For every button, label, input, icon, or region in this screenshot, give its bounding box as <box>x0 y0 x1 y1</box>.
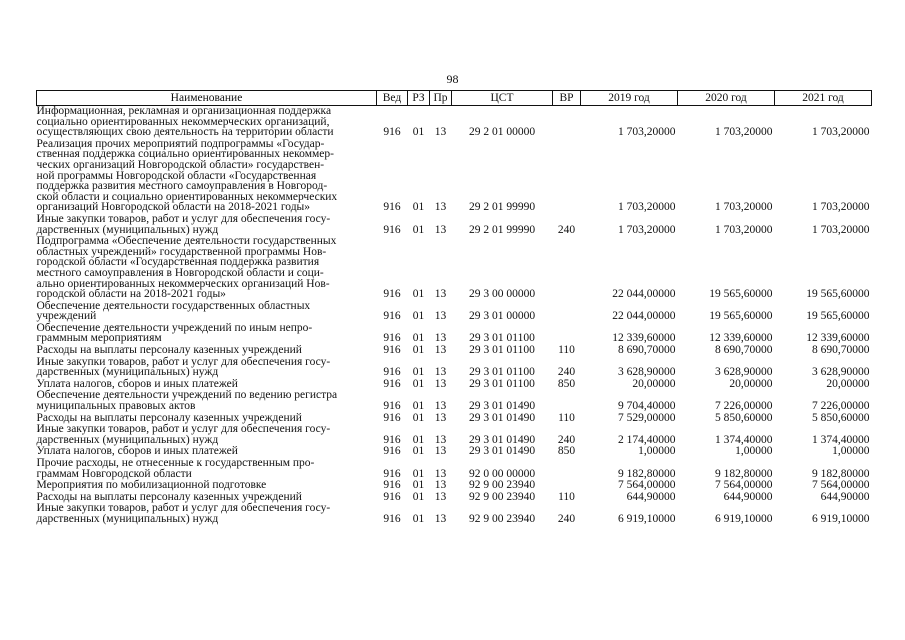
row-vr <box>553 301 581 323</box>
header-name: Наименование <box>37 91 377 106</box>
row-vr <box>553 323 581 345</box>
row-amount-2019: 7 564,00000 <box>618 479 676 492</box>
row-amount-2020: 3 628,90000 <box>715 366 773 379</box>
row-cst: 29 2 01 99990 <box>468 223 536 236</box>
row-name-line: муниципальных правовых актов <box>36 400 196 413</box>
row-name <box>37 345 377 357</box>
table-row <box>37 106 872 139</box>
row-pr: 13 <box>434 512 447 525</box>
row-amount-2020: 1 703,20000 <box>715 126 773 139</box>
row-name-line: областных учреждений» государственной программы Нов- <box>36 245 327 258</box>
row-pr: 13 <box>434 433 447 446</box>
row-amount-2019: 2 174,40000 <box>618 433 676 446</box>
table-row <box>37 458 872 480</box>
row-name <box>37 458 377 480</box>
table-row <box>37 139 872 214</box>
row-rz: 01 <box>412 411 425 424</box>
row-cst: 29 2 01 00000 <box>468 126 536 139</box>
row-amount-2019: 22 044,00000 <box>612 310 676 323</box>
table-row <box>37 214 872 236</box>
row-amount-2021: 3 628,90000 <box>812 366 870 379</box>
row-name <box>37 424 377 446</box>
table-row <box>37 503 872 525</box>
header-cst: ЦСТ <box>452 91 553 106</box>
row-name-line: Прочие расходы, не отнесенные к государственным про- <box>36 457 315 469</box>
row-name <box>37 214 377 236</box>
row-ved: 916 <box>383 288 401 301</box>
row-vr: 240 <box>557 433 576 446</box>
row-pr: 13 <box>434 201 447 214</box>
header-ved: Вед <box>377 91 408 106</box>
row-amount-2021: 1 703,20000 <box>812 223 870 236</box>
row-ved: 916 <box>383 411 401 424</box>
row-amount-2019: 22 044,00000 <box>612 288 676 301</box>
table-header-row <box>37 91 872 106</box>
row-ved: 916 <box>383 433 401 446</box>
row-name-line: Подпрограмма «Обеспечение деятельности государственных <box>36 235 337 248</box>
row-ved: 916 <box>383 377 401 390</box>
row-name <box>37 139 377 214</box>
row-name-line: Расходы на выплаты персоналу казенных учреждений <box>36 411 302 424</box>
row-amount-2021: 8 690,70000 <box>812 344 870 357</box>
row-amount-2019: 6 919,10000 <box>618 512 676 525</box>
row-rz: 01 <box>412 201 425 214</box>
table-row <box>37 301 872 323</box>
row-amount-2019: 644,90000 <box>626 490 676 503</box>
table-row <box>37 357 872 379</box>
row-pr: 13 <box>434 467 447 480</box>
row-name-line: осуществляющих свою деятельность на территории области <box>36 126 334 139</box>
header-2021: 2021 год <box>775 91 872 106</box>
row-cst: 29 3 01 01100 <box>469 332 535 345</box>
row-rz: 01 <box>412 467 425 480</box>
row-ved: 916 <box>383 400 401 413</box>
row-pr: 13 <box>434 411 447 424</box>
row-rz: 01 <box>412 512 425 525</box>
row-vr: 240 <box>557 512 576 525</box>
row-amount-2020: 9 182,80000 <box>715 467 773 480</box>
table-row <box>37 424 872 446</box>
row-rz: 01 <box>412 126 425 139</box>
row-name-line: поддержка развития местного самоуправления в Новгород- <box>36 180 328 193</box>
row-amount-2020: 1 374,40000 <box>715 433 773 446</box>
row-pr: 13 <box>434 377 447 390</box>
row-name <box>37 323 377 345</box>
row-amount-2020: 1 703,20000 <box>715 201 773 214</box>
row-cst: 29 3 01 00000 <box>468 310 536 323</box>
row-amount-2021: 644,90000 <box>820 490 870 503</box>
row-rz: 01 <box>412 433 425 446</box>
row-amount-2021: 6 919,10000 <box>812 512 870 525</box>
row-name-line: ально ориентированных некоммерческих организаций Нов- <box>36 277 330 290</box>
row-amount-2019: 1,00000 <box>638 445 676 458</box>
row-amount-2020: 1,00000 <box>735 445 773 458</box>
row-cst: 92 9 00 23940 <box>468 512 536 525</box>
row-name-line: ской области и социально ориентированных некоммерческих <box>36 190 338 203</box>
row-name-line: дарственных (муниципальных) нужд <box>36 366 219 379</box>
row-vr <box>553 458 581 480</box>
header-2019: 2019 год <box>581 91 678 106</box>
row-vr: 110 <box>558 344 575 357</box>
row-pr: 13 <box>434 479 447 492</box>
row-pr: 13 <box>434 445 447 458</box>
row-name-line: Иные закупки товаров, работ и услуг для обеспечения госу- <box>36 423 331 436</box>
row-pr: 13 <box>434 344 447 357</box>
header-2020: 2020 год <box>678 91 775 106</box>
row-amount-2019: 9 704,40000 <box>618 400 676 413</box>
row-name-line: Расходы на выплаты персоналу казенных учреждений <box>36 344 302 357</box>
row-ved: 916 <box>383 490 401 503</box>
row-name-line: граммным мероприятиям <box>36 332 162 345</box>
row-vr: 110 <box>558 490 575 503</box>
row-rz: 01 <box>412 332 425 345</box>
header-vr: ВР <box>553 91 581 106</box>
row-pr: 13 <box>434 288 447 301</box>
row-name-line: граммам Новгородской области <box>36 467 192 480</box>
row-amount-2019: 12 339,60000 <box>612 332 676 345</box>
row-cst: 92 9 00 23940 <box>468 479 536 492</box>
row-amount-2021: 9 182,80000 <box>812 467 870 480</box>
header-rz: РЗ <box>408 91 430 106</box>
row-cst: 29 2 01 99990 <box>468 201 536 214</box>
row-rz: 01 <box>412 479 425 492</box>
row-amount-2020: 12 339,60000 <box>709 332 773 345</box>
row-amount-2019: 8 690,70000 <box>618 344 676 357</box>
row-ved: 916 <box>383 512 401 525</box>
row-amount-2019: 7 529,00000 <box>618 411 676 424</box>
row-amount-2021: 1 374,40000 <box>812 433 870 446</box>
row-name-line: ной программы Новгородской области «Государственная <box>36 169 317 182</box>
row-cst: 29 3 01 01490 <box>468 433 536 446</box>
row-amount-2020: 1 703,20000 <box>715 223 773 236</box>
row-rz: 01 <box>412 377 425 390</box>
row-ved: 916 <box>383 332 401 345</box>
row-name-line: Обеспечение деятельности учреждений по иным непро- <box>36 321 313 334</box>
row-ved: 916 <box>383 366 401 379</box>
row-amount-2019: 1 703,20000 <box>618 126 676 139</box>
row-name-line: Уплата налогов, сборов и иных платежей <box>36 377 238 390</box>
row-cst: 92 9 00 23940 <box>468 490 536 503</box>
row-name-line: Обеспечение деятельности учреждений по ведению регистра <box>36 389 338 402</box>
row-ved: 916 <box>383 126 401 139</box>
row-name-line: Информационная, рекламная и организационная поддержка <box>36 105 332 117</box>
row-ved: 916 <box>383 310 401 323</box>
row-pr: 13 <box>434 310 447 323</box>
row-name-line: Уплата налогов, сборов и иных платежей <box>36 445 238 458</box>
row-name-line: Иные закупки товаров, работ и услуг для обеспечения госу- <box>36 212 331 225</box>
row-rz: 01 <box>412 310 425 323</box>
budget-table <box>36 90 872 526</box>
row-vr: 850 <box>557 445 576 458</box>
row-rz: 01 <box>412 490 425 503</box>
row-name-line: Мероприятия по мобилизационной подготовке <box>36 479 267 492</box>
row-amount-2021: 19 565,60000 <box>806 310 870 323</box>
row-vr: 110 <box>558 411 575 424</box>
row-name <box>37 390 377 412</box>
row-name-line: дарственных (муниципальных) нужд <box>36 223 219 236</box>
row-name-line: городской области на 2018-2021 годы» <box>36 288 226 301</box>
row-name-line: Обеспечение деятельности государственных областных <box>36 299 311 312</box>
row-cst: 92 0 00 00000 <box>468 467 536 480</box>
row-cst: 29 3 00 00000 <box>468 288 536 301</box>
row-amount-2020: 7 564,00000 <box>715 479 773 492</box>
row-name-line: местного самоуправления в Новгородской области и соци- <box>36 266 324 279</box>
row-amount-2020: 644,90000 <box>723 490 773 503</box>
row-name-line: социально ориентированных некоммерческих организаций, <box>36 115 330 128</box>
row-ved: 916 <box>383 479 401 492</box>
row-pr: 13 <box>434 400 447 413</box>
row-name-line: Реализация прочих мероприятий подпрограммы «Государ- <box>36 137 325 150</box>
row-pr: 13 <box>434 126 447 139</box>
row-cst: 29 3 01 01100 <box>469 366 535 379</box>
table-row <box>37 236 872 301</box>
row-name-line: учреждений <box>36 310 97 323</box>
row-cst: 29 3 01 01490 <box>468 445 536 458</box>
row-name-line: Иные закупки товаров, работ и услуг для обеспечения госу- <box>36 502 331 515</box>
row-amount-2021: 1,00000 <box>832 445 870 458</box>
row-name <box>37 236 377 301</box>
row-amount-2019: 20,00000 <box>632 377 676 390</box>
row-pr: 13 <box>434 223 447 236</box>
row-amount-2019: 1 703,20000 <box>618 223 676 236</box>
row-pr: 13 <box>434 366 447 379</box>
row-amount-2021: 12 339,60000 <box>806 332 870 345</box>
row-amount-2020: 6 919,10000 <box>715 512 773 525</box>
row-name-line: Иные закупки товаров, работ и услуг для обеспечения госу- <box>36 355 331 368</box>
row-cst: 29 3 01 01100 <box>469 344 535 357</box>
row-name <box>37 503 377 525</box>
row-ved: 916 <box>383 445 401 458</box>
row-cst: 29 3 01 01100 <box>469 377 535 390</box>
row-pr: 13 <box>434 490 447 503</box>
page-number: 98 <box>446 72 459 86</box>
row-name <box>37 357 377 379</box>
row-vr <box>553 106 581 139</box>
row-amount-2021: 19 565,60000 <box>806 288 870 301</box>
row-rz: 01 <box>412 288 425 301</box>
row-amount-2020: 7 226,00000 <box>715 400 773 413</box>
row-ved: 916 <box>383 467 401 480</box>
row-ved: 916 <box>383 223 401 236</box>
row-amount-2021: 1 703,20000 <box>812 126 870 139</box>
row-ved: 916 <box>383 201 401 214</box>
row-rz: 01 <box>412 366 425 379</box>
row-amount-2021: 7 226,00000 <box>812 400 870 413</box>
row-name-line: организаций Новгородской области на 2018-2021 годы» <box>36 201 311 214</box>
row-vr: 240 <box>557 223 576 236</box>
row-name-line: городской области «Государственная поддержка развития <box>36 256 320 269</box>
row-amount-2019: 3 628,90000 <box>618 366 676 379</box>
row-amount-2020: 5 850,60000 <box>715 411 773 424</box>
row-vr: 240 <box>557 366 576 379</box>
row-amount-2020: 8 690,70000 <box>715 344 773 357</box>
row-name-line: дарственных (муниципальных) нужд <box>36 512 219 525</box>
row-vr <box>553 390 581 412</box>
row-vr <box>553 236 581 301</box>
table-row <box>37 323 872 345</box>
row-cst: 29 3 01 01490 <box>468 400 536 413</box>
table-row <box>37 345 872 357</box>
row-ved: 916 <box>383 344 401 357</box>
row-pr: 13 <box>434 332 447 345</box>
row-amount-2021: 7 564,00000 <box>812 479 870 492</box>
header-pr: Пр <box>430 91 452 106</box>
row-vr <box>553 139 581 214</box>
row-name <box>37 301 377 323</box>
row-name-line: ственная поддержка социально ориентированных некоммер- <box>36 148 334 161</box>
row-amount-2021: 5 850,60000 <box>812 411 870 424</box>
row-amount-2020: 19 565,60000 <box>709 310 773 323</box>
row-amount-2019: 9 182,80000 <box>618 467 676 480</box>
row-amount-2021: 20,00000 <box>826 377 870 390</box>
row-rz: 01 <box>412 445 425 458</box>
row-amount-2020: 20,00000 <box>729 377 773 390</box>
row-name <box>37 106 377 139</box>
row-rz: 01 <box>412 400 425 413</box>
row-amount-2019: 1 703,20000 <box>618 201 676 214</box>
table-row <box>37 390 872 412</box>
row-cst: 29 3 01 01490 <box>468 411 536 424</box>
row-name-line: ческих организаций Новгородской области» государствен- <box>36 158 325 171</box>
row-rz: 01 <box>412 223 425 236</box>
row-vr: 850 <box>557 377 576 390</box>
row-amount-2020: 19 565,60000 <box>709 288 773 301</box>
row-rz: 01 <box>412 344 425 357</box>
row-name-line: Расходы на выплаты персоналу казенных учреждений <box>36 490 302 503</box>
row-amount-2021: 1 703,20000 <box>812 201 870 214</box>
row-name-line: дарственных (муниципальных) нужд <box>36 433 219 446</box>
